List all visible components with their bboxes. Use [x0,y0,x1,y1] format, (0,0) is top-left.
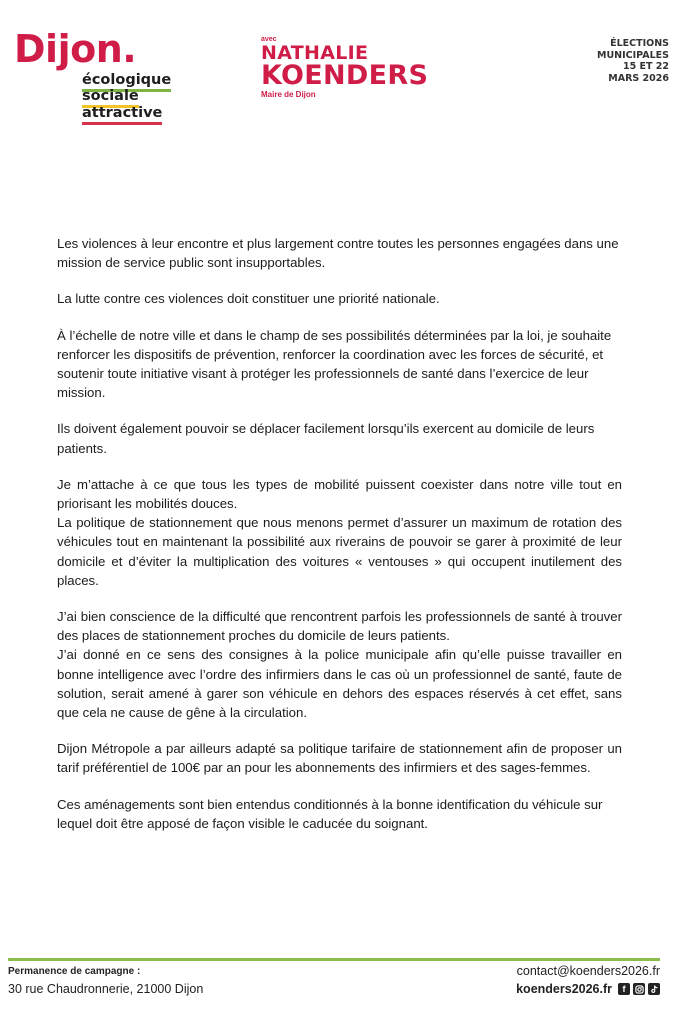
contact-web-row [516,982,660,996]
website-link[interactable]: koenders2026.fr [516,982,612,996]
facebook-icon[interactable]: f [618,983,630,995]
paragraph-2: La lutte contre ces violences doit constituer une priorité nationale. [57,291,440,307]
paragraph-5: Je m’attache à ce que tous les types de mobilité puissent coexister dans notre ville tout en priorisant les mobilités douces. [57,476,622,512]
election-line-1: ÉLECTIONS [610,38,669,49]
paragraph-6: La politique de stationnement que nous menons permet d’assurer un maximum de rotation des véhicules tout en maintenant la possibilité aux riverains de pouvoir se garer à proximité de leur domicile et d’éviter la multiplication des voitures « ventouses » qui occupent inutilement des places. [57,515,622,588]
campaign-address: 30 rue Chaudronnerie, 21000 Dijon [8,982,204,996]
election-line-2: MUNICIPALES [597,49,669,61]
candidate-prefix: avec [261,36,277,43]
letter-body [57,234,622,850]
instagram-icon[interactable] [633,983,645,995]
tagline-attractive: attractive [82,105,162,125]
candidate-block [261,36,428,100]
paragraph-10: Ces aménagements sont bien entendus conditionnés à la bonne identification du véhicule sur lequel doit être apposé de façon visible le caducée du soignant. [57,796,603,831]
paragraph-4: Ils doivent également pouvoir se déplacer facilement lorsqu’ils exercent au domicile de leurs patients. [57,421,595,456]
contact-email[interactable]: contact@koenders2026.fr [516,964,660,978]
tiktok-icon[interactable] [648,983,660,995]
paragraph-1: Les violences à leur encontre et plus largement contre toutes les personnes engagées dans une mission de service public sont insupportables. [57,236,619,271]
election-line-4: MARS 2026 [608,72,669,84]
tagline-ecologique: écologique [82,72,171,92]
dijon-logo: Dijon. [14,27,137,71]
election-date-block [597,38,669,84]
election-line-3: 15 ET 22 [622,61,669,72]
candidate-role: Maire de Dijon [261,90,316,99]
tagline-sociale: sociale [82,88,139,108]
paragraph-7: J’ai bien conscience de la difficulté que rencontrent parfois les professionnels de santé à trouver des places de stationnement proches du domicile de leurs patients. [57,609,622,644]
paragraph-3: À l’échelle de notre ville et dans le champ de ses possibilités déterminées par la loi, je souhaite renforcer les dispositifs de prévention, renforcer la coordination avec les forces de sécurité, et soutenir toute initiative visant à protéger les professionnels de santé dans l’exercice de leur mission. [57,327,612,401]
footer-divider [8,958,660,961]
candidate-last-name: KOENDERS [261,60,429,91]
permanence-label: Permanence de campagne : [8,966,141,977]
candidate-first-name: NATHALIE [261,42,369,64]
paragraph-8: J’ai donné en ce sens des consignes à la police municipale afin qu’elle puisse travailler en bonne intelligence avec l’ordre des infirmiers dans le cas où un professionnel de santé, faute de solution, serait amené à garer son véhicule en dehors des espaces réservés à cet effet, sans que cela ne cause de gêne à la circulation. [57,647,622,721]
paragraph-9: Dijon Métropole a par ailleurs adapté sa politique tarifaire de stationnement afin de proposer un tarif préférentiel de 100€ par an pour les abonnements des infirmiers et des sages-femmes. [57,741,622,776]
